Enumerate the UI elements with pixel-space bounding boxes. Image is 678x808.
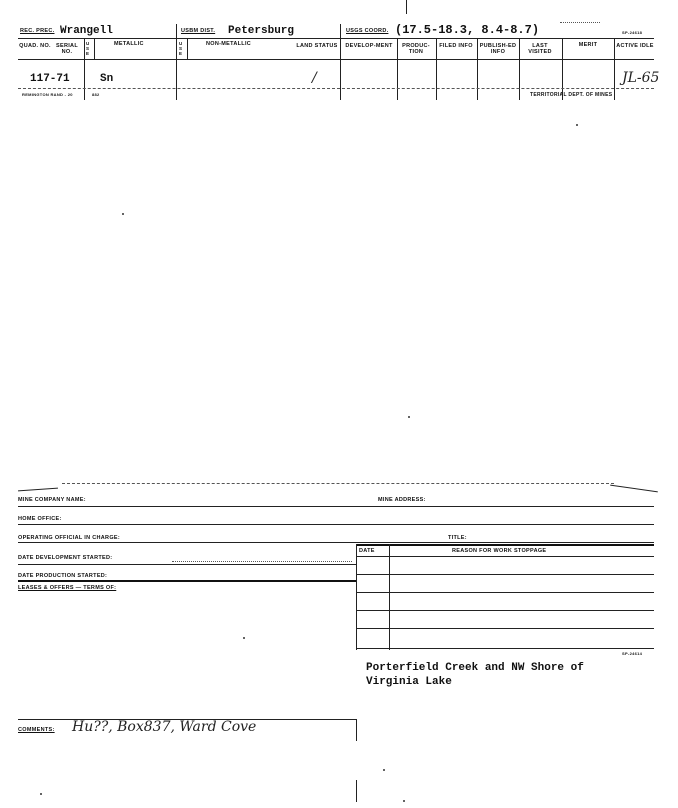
col-filed-info: FILED INFO bbox=[439, 43, 473, 49]
rec-prec-label: REC. PREC. bbox=[20, 28, 55, 34]
mine-address-label: MINE ADDRESS: bbox=[378, 497, 426, 503]
field-line bbox=[172, 561, 352, 562]
col-merit: MERIT bbox=[578, 42, 598, 48]
rec-prec-value: Wrangell bbox=[60, 25, 113, 37]
leases-label: LEASES & OFFERS — TERMS OF: bbox=[18, 585, 117, 591]
usbm-dist-value: Petersburg bbox=[228, 25, 295, 37]
col-serial-no: SERIAL NO. bbox=[56, 43, 78, 55]
rule bbox=[356, 556, 654, 557]
land-status-mark: / bbox=[312, 70, 317, 86]
footer-left-code: 882 bbox=[92, 92, 100, 97]
location-line-2: Virginia Lake bbox=[366, 676, 452, 688]
rule bbox=[18, 542, 654, 543]
active-idle-mark: JL-65 bbox=[622, 70, 660, 86]
divider bbox=[389, 544, 390, 650]
divider bbox=[94, 38, 95, 59]
rule bbox=[18, 580, 356, 582]
top-edge-dots bbox=[560, 22, 600, 23]
col-land-status: LAND STATUS bbox=[296, 43, 338, 49]
card-edge-right bbox=[610, 485, 658, 493]
col-published-info: PUBLISH-ED INFO bbox=[479, 43, 517, 55]
divider bbox=[187, 38, 188, 59]
speck bbox=[408, 416, 410, 418]
location-line-1: Porterfield Creek and NW Shore of bbox=[366, 662, 584, 674]
col-metallic: METALLIC bbox=[114, 41, 144, 47]
col-production: PRODUC-TION bbox=[402, 43, 430, 55]
rule bbox=[18, 59, 654, 60]
usgs-coord-label: USGS COORD. bbox=[346, 28, 389, 34]
title-label: TITLE: bbox=[448, 535, 467, 541]
col-active-idle: ACTIVE IDLE bbox=[616, 43, 654, 49]
form-number: SP-24614 bbox=[622, 651, 643, 656]
col-use-non-metallic: USE bbox=[179, 41, 183, 56]
divider bbox=[356, 544, 357, 650]
divider bbox=[84, 38, 85, 100]
col-use-metallic: USE bbox=[86, 41, 90, 56]
rule bbox=[356, 544, 654, 546]
card-edge-left bbox=[18, 488, 58, 492]
date-production-label: DATE PRODUCTION STARTED: bbox=[18, 573, 108, 579]
rule bbox=[18, 564, 356, 565]
footer-right: TERRITORIAL DEPT. OF MINES bbox=[530, 92, 613, 98]
stoppage-reason-header: REASON FOR WORK STOPPAGE bbox=[452, 548, 547, 554]
date-development-label: DATE DEVELOPMENT STARTED: bbox=[18, 555, 113, 561]
divider bbox=[356, 780, 357, 802]
rule bbox=[356, 628, 654, 629]
col-non-metallic: NON-METALLIC bbox=[206, 41, 252, 47]
rule bbox=[18, 524, 654, 525]
metallic-value: Sn bbox=[100, 73, 114, 85]
speck bbox=[383, 769, 385, 771]
rule bbox=[356, 574, 654, 575]
footer-left: REMINGTON RAND - 20 bbox=[22, 92, 73, 97]
col-development: DEVELOP-MENT bbox=[345, 43, 393, 49]
rule bbox=[18, 38, 654, 39]
usbm-dist-label: USBM DIST. bbox=[181, 28, 216, 34]
mine-company-name-label: MINE COMPANY NAME: bbox=[18, 497, 86, 503]
quad-serial-value: 117-71 bbox=[30, 73, 70, 85]
speck bbox=[576, 124, 578, 126]
form-number: SP-24618 bbox=[622, 30, 643, 35]
comments-value: Hu??, Box837, Ward Cove bbox=[72, 719, 257, 735]
speck bbox=[243, 637, 245, 639]
usgs-coord-value: (17.5-18.3, 8.4-8.7) bbox=[395, 23, 540, 37]
home-office-label: HOME OFFICE: bbox=[18, 516, 62, 522]
stoppage-date-header: DATE bbox=[359, 548, 375, 554]
speck bbox=[122, 213, 124, 215]
divider bbox=[356, 719, 357, 741]
speck bbox=[40, 793, 42, 795]
rule bbox=[356, 592, 654, 593]
rule bbox=[356, 648, 654, 649]
data-row-line bbox=[18, 88, 654, 89]
col-last-visited: LAST VISITED bbox=[528, 43, 552, 55]
operating-official-label: OPERATING OFFICIAL IN CHARGE: bbox=[18, 535, 120, 541]
rule bbox=[356, 610, 654, 611]
speck bbox=[403, 800, 405, 802]
top-edge-mark bbox=[406, 0, 407, 14]
col-quad-no: QUAD. NO. bbox=[19, 43, 51, 49]
comments-label: COMMENTS: bbox=[18, 727, 55, 733]
card-edge bbox=[62, 483, 614, 484]
rule bbox=[18, 506, 654, 507]
